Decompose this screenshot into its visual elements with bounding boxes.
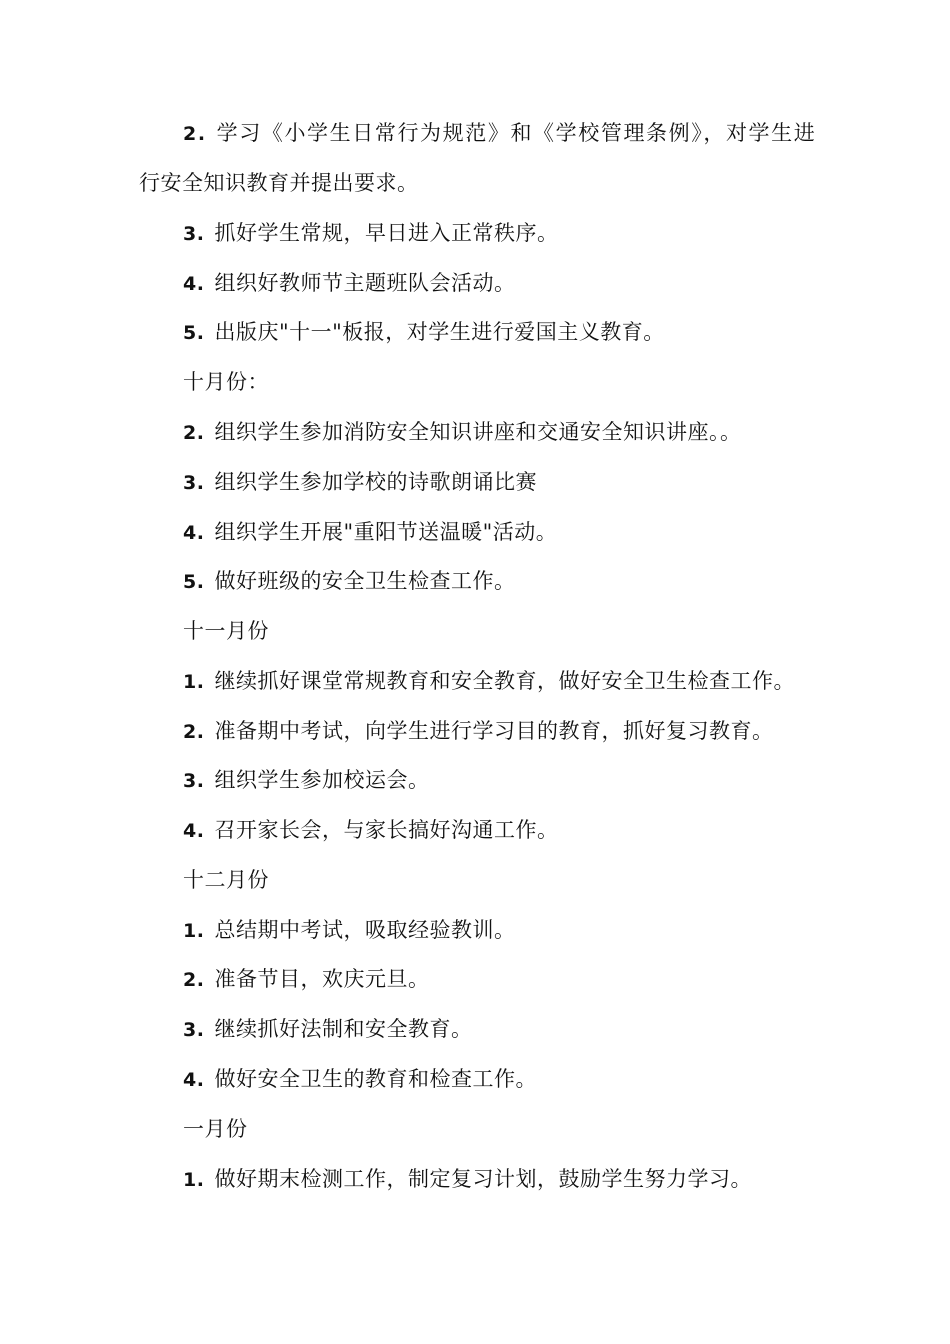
item-number: 4.: [183, 1069, 205, 1091]
item-text: 出版庆"十一"板报，对学生进行爱国主义教育。: [214, 320, 665, 344]
list-item: [183, 467, 537, 498]
list-item: [183, 417, 741, 448]
item-number: 3.: [183, 472, 205, 494]
section-heading: [183, 1114, 248, 1144]
list-item: [183, 964, 429, 995]
item-text: 总结期中考试，吸取经验教训。: [214, 918, 516, 942]
section-heading: [183, 865, 269, 895]
item-text: 准备期中考试，向学生进行学习目的教育，抓好复习教育。: [214, 719, 774, 743]
heading-text: 十月份：: [183, 370, 269, 394]
item-text: 组织学生参加消防安全知识讲座和交通安全知识讲座。。: [214, 420, 742, 444]
item-text: 组织学生开展"重阳节送温暖"活动。: [214, 520, 558, 544]
list-item: [183, 1014, 472, 1045]
list-item: [183, 566, 515, 597]
list-item-continuation: [139, 168, 419, 198]
item-number: 2.: [183, 123, 207, 145]
heading-text: 一月份: [183, 1117, 248, 1141]
item-number: 1.: [183, 1169, 205, 1191]
section-heading: [183, 367, 269, 397]
item-number: 4.: [183, 273, 205, 295]
item-number: 5.: [183, 322, 205, 344]
list-item: [183, 517, 557, 548]
item-number: 4.: [183, 820, 205, 842]
item-text: 继续抓好课堂常规教育和安全教育，做好安全卫生检查工作。: [214, 669, 795, 693]
item-text: 学习《小学生日常行为规范》和《学校管理条例》，对学生进: [216, 121, 817, 145]
item-number: 2.: [183, 721, 205, 743]
list-item: [183, 118, 816, 149]
item-number: 1.: [183, 920, 205, 942]
item-number: 3.: [183, 770, 205, 792]
item-text: 抓好学生常规，早日进入正常秩序。: [214, 221, 559, 245]
list-item: [183, 666, 795, 697]
item-text: 做好安全卫生的教育和检查工作。: [214, 1067, 537, 1091]
list-item: [183, 1164, 752, 1195]
item-text: 组织学生参加学校的诗歌朗诵比赛: [214, 470, 537, 494]
item-number: 3.: [183, 223, 205, 245]
list-item: [183, 218, 558, 249]
item-number: 2.: [183, 969, 205, 991]
section-heading: [183, 616, 269, 646]
item-number: 2.: [183, 422, 205, 444]
list-item: [183, 915, 515, 946]
heading-text: 十一月份: [183, 619, 269, 643]
list-item: [183, 765, 429, 796]
item-text: 组织好教师节主题班队会活动。: [214, 271, 516, 295]
list-item: [183, 317, 665, 348]
item-text: 行安全知识教育并提出要求。: [139, 171, 419, 195]
item-text: 准备节目，欢庆元旦。: [214, 967, 430, 991]
item-number: 1.: [183, 671, 205, 693]
item-number: 3.: [183, 1019, 205, 1041]
list-item: [183, 716, 773, 747]
heading-text: 十二月份: [183, 868, 269, 892]
list-item: [183, 1064, 537, 1095]
item-text: 召开家长会，与家长搞好沟通工作。: [214, 818, 559, 842]
item-text: 做好期末检测工作，制定复习计划，鼓励学生努力学习。: [214, 1167, 752, 1191]
item-number: 4.: [183, 522, 205, 544]
item-text: 继续抓好法制和安全教育。: [214, 1017, 473, 1041]
item-number: 5.: [183, 571, 205, 593]
item-text: 组织学生参加校运会。: [214, 768, 430, 792]
list-item: [183, 268, 515, 299]
list-item: [183, 815, 558, 846]
item-text: 做好班级的安全卫生检查工作。: [214, 569, 516, 593]
